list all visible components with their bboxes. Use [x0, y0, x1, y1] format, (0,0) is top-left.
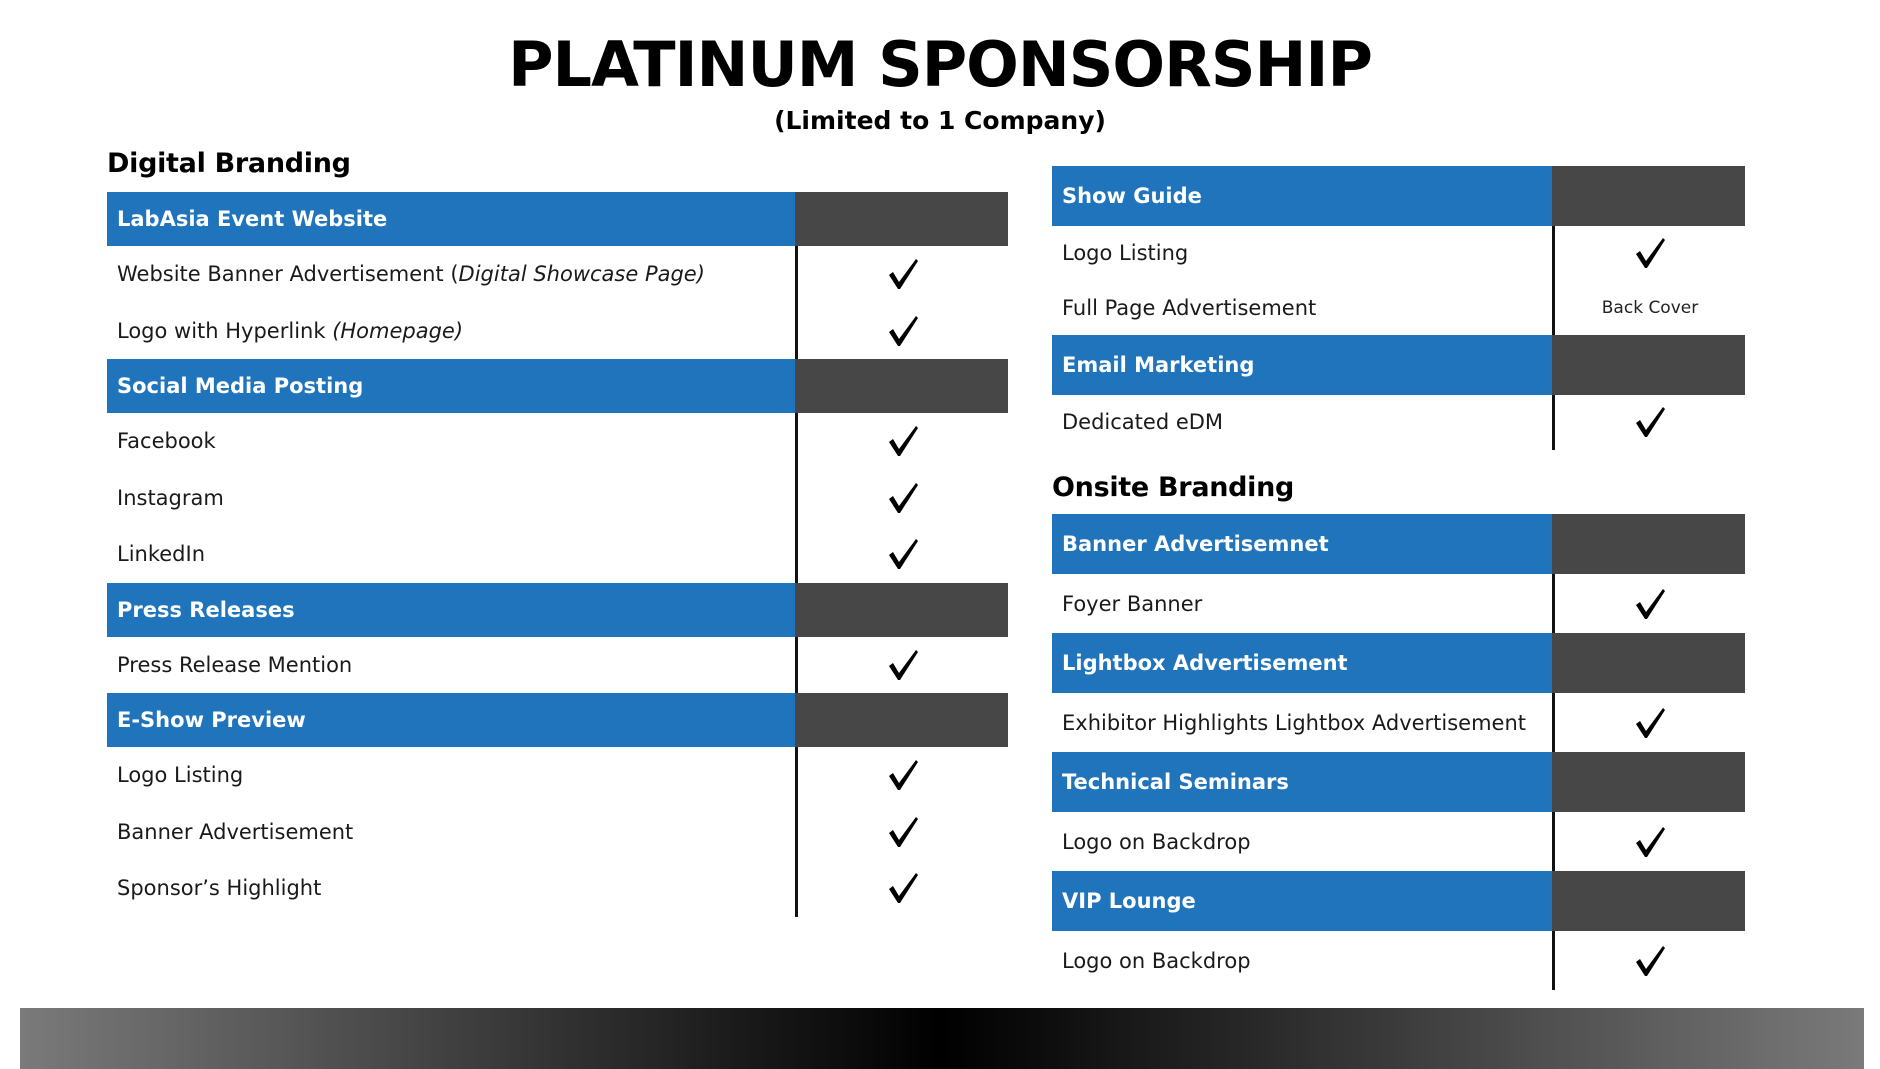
- row-label: [1062, 949, 1251, 973]
- table-row: [107, 804, 1008, 861]
- table-row: [107, 526, 1008, 583]
- digital-branding-heading: Digital Branding: [107, 148, 351, 179]
- header-label-cell: [1052, 166, 1552, 226]
- checkmark-icon: [1632, 943, 1668, 979]
- section-header-label: Technical Seminars: [1062, 770, 1289, 794]
- header-label-cell: [1052, 335, 1552, 395]
- checkmark-icon: [1632, 235, 1668, 271]
- row-label-text: Logo on Backdrop: [1062, 948, 1251, 973]
- section-header: [107, 359, 1008, 413]
- checkmark-icon: [1632, 824, 1668, 860]
- header-value-cell: [1552, 166, 1745, 226]
- column-divider: [1552, 693, 1555, 752]
- section-header: [107, 693, 1008, 747]
- header-value-cell: [795, 192, 1008, 246]
- row-label-text: Website Banner Advertisement (: [117, 262, 459, 287]
- column-divider: [795, 413, 798, 583]
- table-row: [1052, 931, 1745, 990]
- row-label: [1062, 296, 1316, 320]
- checkmark-icon: [885, 536, 921, 572]
- included-check: [1555, 404, 1745, 440]
- page-title: PLATINUM SPONSORSHIP: [508, 28, 1372, 101]
- row-value-text: Back Cover: [1601, 297, 1699, 318]
- column-divider: [795, 747, 798, 917]
- row-label-italic: (Homepage): [332, 318, 464, 343]
- row-label-text: Banner Advertisement: [117, 819, 354, 844]
- table-row: [107, 413, 1008, 470]
- row-label: [1062, 241, 1188, 265]
- row-label-text: Full Page Advertisement: [1062, 295, 1317, 320]
- row-label: [1062, 711, 1526, 735]
- row-label: [1062, 592, 1202, 616]
- row-label-text: Logo with Hyperlink: [117, 318, 333, 343]
- row-label: [117, 653, 352, 677]
- column-divider: [1552, 395, 1555, 450]
- row-label-text: Exhibitor Highlights Lightbox Advertisement: [1062, 710, 1527, 735]
- header-label-cell: [1052, 633, 1552, 693]
- included-check: [798, 870, 1008, 906]
- header-value-cell: [1552, 514, 1745, 574]
- row-label-text: Foyer Banner: [1062, 591, 1203, 616]
- header-value-cell: [795, 359, 1008, 413]
- table-row: [107, 303, 1008, 360]
- header-label-cell: [1052, 752, 1552, 812]
- section-header-label: LabAsia Event Website: [117, 207, 388, 231]
- section-header-label: Lightbox Advertisement: [1062, 651, 1348, 675]
- checkmark-icon: [885, 870, 921, 906]
- header-label-cell: [107, 583, 795, 637]
- column-divider: [1552, 812, 1555, 871]
- row-label: [117, 486, 224, 510]
- table-row: [107, 860, 1008, 917]
- table-row: [1052, 226, 1745, 281]
- checkmark-icon: [885, 256, 921, 292]
- header-value-cell: [795, 693, 1008, 747]
- header-value-cell: [1552, 633, 1745, 693]
- column-divider: [1552, 931, 1555, 990]
- included-check: [798, 313, 1008, 349]
- column-divider: [795, 637, 798, 694]
- section-header: [1052, 752, 1745, 812]
- row-label: [1062, 830, 1251, 854]
- included-check: [1555, 586, 1745, 622]
- checkmark-icon: [1632, 705, 1668, 741]
- included-check: [798, 647, 1008, 683]
- checkmark-icon: [1632, 404, 1668, 440]
- section-header-label: E-Show Preview: [117, 708, 306, 732]
- section-header: [107, 192, 1008, 246]
- onsite-branding-heading: Onsite Branding: [1052, 472, 1295, 503]
- table-row: [1052, 574, 1745, 633]
- header-value-cell: [795, 583, 1008, 637]
- section-header-label: Banner Advertisemnet: [1062, 532, 1329, 556]
- included-check: [798, 256, 1008, 292]
- row-label-text: Logo Listing: [1062, 241, 1189, 266]
- table-row: [1052, 395, 1745, 450]
- row-label: [117, 319, 463, 343]
- column-divider: [1552, 574, 1555, 633]
- section-header: [1052, 871, 1745, 931]
- section-header: [1052, 514, 1745, 574]
- table-row: [107, 747, 1008, 804]
- row-label: [117, 876, 321, 900]
- checkmark-icon: [885, 480, 921, 516]
- checkmark-icon: [885, 423, 921, 459]
- header-label-cell: [107, 192, 795, 246]
- table-row: [107, 637, 1008, 694]
- row-label: [117, 262, 705, 286]
- included-check: [798, 536, 1008, 572]
- row-label: [1062, 410, 1223, 434]
- table-row: [1052, 281, 1745, 336]
- table-row: [107, 470, 1008, 527]
- column-divider: [795, 246, 798, 359]
- row-label: [117, 763, 243, 787]
- checkmark-icon: [885, 647, 921, 683]
- section-header: [1052, 335, 1745, 395]
- section-header-label: Social Media Posting: [117, 374, 364, 398]
- included-check: [798, 757, 1008, 793]
- column-divider: [1552, 226, 1555, 335]
- included-check: [1555, 705, 1745, 741]
- row-label-text: Sponsor’s Highlight: [117, 876, 322, 901]
- table-row: [1052, 812, 1745, 871]
- included-check: [798, 480, 1008, 516]
- row-label-text: Instagram: [117, 485, 224, 510]
- section-header-label: Email Marketing: [1062, 353, 1255, 377]
- section-header-label: Show Guide: [1062, 184, 1202, 208]
- header-label-cell: [107, 693, 795, 747]
- header-label-cell: [1052, 514, 1552, 574]
- checkmark-icon: [1632, 586, 1668, 622]
- included-check: [798, 814, 1008, 850]
- header-value-cell: [1552, 752, 1745, 812]
- included-check: [798, 423, 1008, 459]
- header-value-cell: [1552, 871, 1745, 931]
- row-label: [117, 820, 353, 844]
- section-header-label: Press Releases: [117, 597, 295, 622]
- header-label-cell: [107, 359, 795, 413]
- row-label: [117, 429, 216, 453]
- row-label-text: Logo on Backdrop: [1062, 829, 1251, 854]
- checkmark-icon: [885, 313, 921, 349]
- row-label-text: Dedicated eDM: [1062, 410, 1224, 435]
- checkmark-icon: [885, 757, 921, 793]
- included-check: [1555, 824, 1745, 860]
- row-label-italic: Digital Showcase Page): [458, 262, 705, 287]
- row-label-text: Facebook: [117, 429, 216, 454]
- row-label: [117, 542, 205, 566]
- section-header: [107, 583, 1008, 637]
- row-label-text: Press Release Mention: [117, 652, 353, 677]
- included-check: [1555, 235, 1745, 271]
- row-label-text: LinkedIn: [117, 542, 206, 567]
- table-row: [107, 246, 1008, 303]
- section-header: [1052, 633, 1745, 693]
- section-header-label: VIP Lounge: [1062, 889, 1196, 913]
- footer-bar: [20, 1008, 1864, 1069]
- table-row: [1052, 693, 1745, 752]
- section-header: [1052, 166, 1745, 226]
- page-subtitle: (Limited to 1 Company): [774, 106, 1106, 135]
- included-check: [1555, 943, 1745, 979]
- checkmark-icon: [885, 814, 921, 850]
- header-label-cell: [1052, 871, 1552, 931]
- row-label-text: Logo Listing: [117, 763, 244, 788]
- header-value-cell: [1552, 335, 1745, 395]
